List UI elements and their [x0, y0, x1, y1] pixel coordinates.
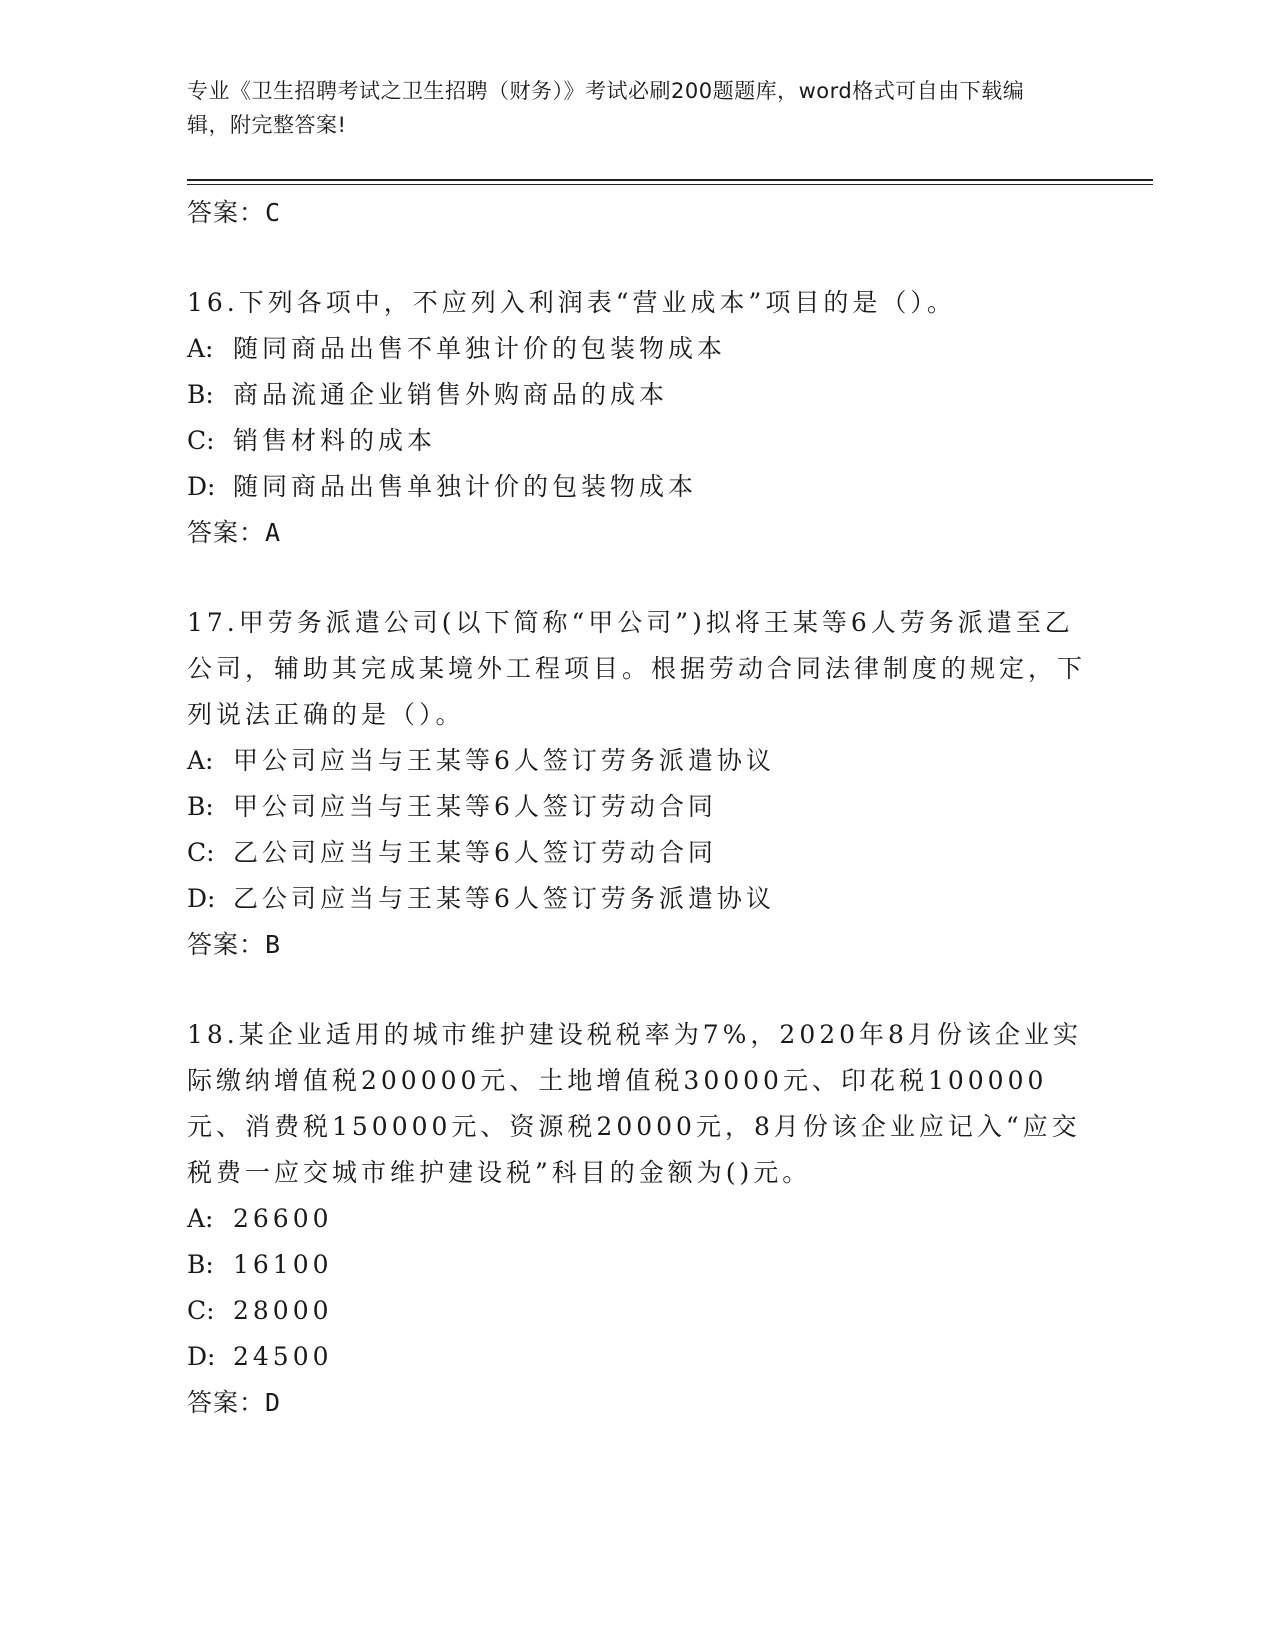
answer-value: A	[265, 518, 282, 547]
option-d	[187, 464, 1087, 510]
option-label: D:	[187, 1342, 216, 1371]
header-rule-thick	[187, 179, 1153, 181]
question-text: 17.甲劳务派遣公司(以下简称“甲公司”)拟将王某等6人劳务派遣至乙公司，辅助其完成某境外工程项目。根据劳动合同法律制度的规定，下列说法正确的是（）。	[187, 608, 1087, 729]
option-text: 甲公司应当与王某等6人签订劳动合同	[233, 792, 717, 821]
option-a	[187, 326, 1087, 372]
answer-label: 答案：	[187, 930, 266, 959]
option-label: A:	[187, 1204, 214, 1233]
question-block	[187, 600, 1087, 968]
option-c	[187, 1288, 1087, 1334]
option-text: 28000	[233, 1296, 333, 1325]
question-text: 16.下列各项中，不应列入利润表“营业成本”项目的是（）。	[187, 288, 956, 317]
option-text: 商品流通企业销售外购商品的成本	[233, 380, 669, 409]
option-label: B:	[187, 380, 214, 409]
option-label: D:	[187, 472, 216, 501]
document-header: 专业《卫生招聘考试之卫生招聘（财务）》考试必刷200题题库，word格式可自由下载编辑，附完整答案!	[187, 79, 1025, 137]
option-label: C:	[187, 426, 215, 455]
option-d	[187, 1334, 1087, 1380]
answer-line	[187, 922, 1087, 968]
question-text: 18.某企业适用的城市维护建设税税率为7%，2020年8月份该企业实际缴纳增值税200000元、土地增值税30000元、印花税100000元、消费税150000元、资源税20000元，8月份该企业应记入“应交税费一应交城市维护建设税”科目的金额为()元。	[187, 1020, 1082, 1187]
option-text: 16100	[233, 1250, 333, 1279]
option-label: A:	[187, 746, 214, 775]
option-label: B:	[187, 1250, 214, 1279]
option-c	[187, 830, 1087, 876]
answer-line	[187, 1380, 1087, 1426]
option-label: C:	[187, 1296, 215, 1325]
answer-value: D	[265, 1388, 282, 1417]
option-label: D:	[187, 884, 216, 913]
option-b	[187, 1242, 1087, 1288]
option-text: 销售材料的成本	[233, 426, 437, 455]
option-text: 随同商品出售不单独计价的包装物成本	[233, 334, 727, 363]
option-label: A:	[187, 334, 214, 363]
option-b	[187, 372, 1087, 418]
option-d	[187, 876, 1087, 922]
option-label: C:	[187, 838, 215, 867]
option-text: 乙公司应当与王某等6人签订劳务派遣协议	[233, 884, 775, 913]
answer-label: 答案：	[187, 518, 266, 547]
option-text: 24500	[233, 1342, 333, 1371]
option-a	[187, 738, 1087, 784]
option-text: 26600	[233, 1204, 333, 1233]
answer-label: 答案：	[187, 198, 266, 227]
option-text: 乙公司应当与王某等6人签订劳动合同	[233, 838, 717, 867]
document-body	[187, 184, 1087, 1426]
answer-label: 答案：	[187, 1388, 266, 1417]
option-c	[187, 418, 1087, 464]
answer-line	[187, 190, 1087, 236]
answer-line	[187, 510, 1087, 556]
option-b	[187, 784, 1087, 830]
option-a	[187, 1196, 1087, 1242]
answer-value: B	[265, 930, 282, 959]
option-text: 随同商品出售单独计价的包装物成本	[233, 472, 698, 501]
option-label: B:	[187, 792, 214, 821]
answer-value: C	[265, 198, 282, 227]
question-block	[187, 1012, 1087, 1426]
option-text: 甲公司应当与王某等6人签订劳务派遣协议	[233, 746, 775, 775]
question-block	[187, 280, 1087, 556]
